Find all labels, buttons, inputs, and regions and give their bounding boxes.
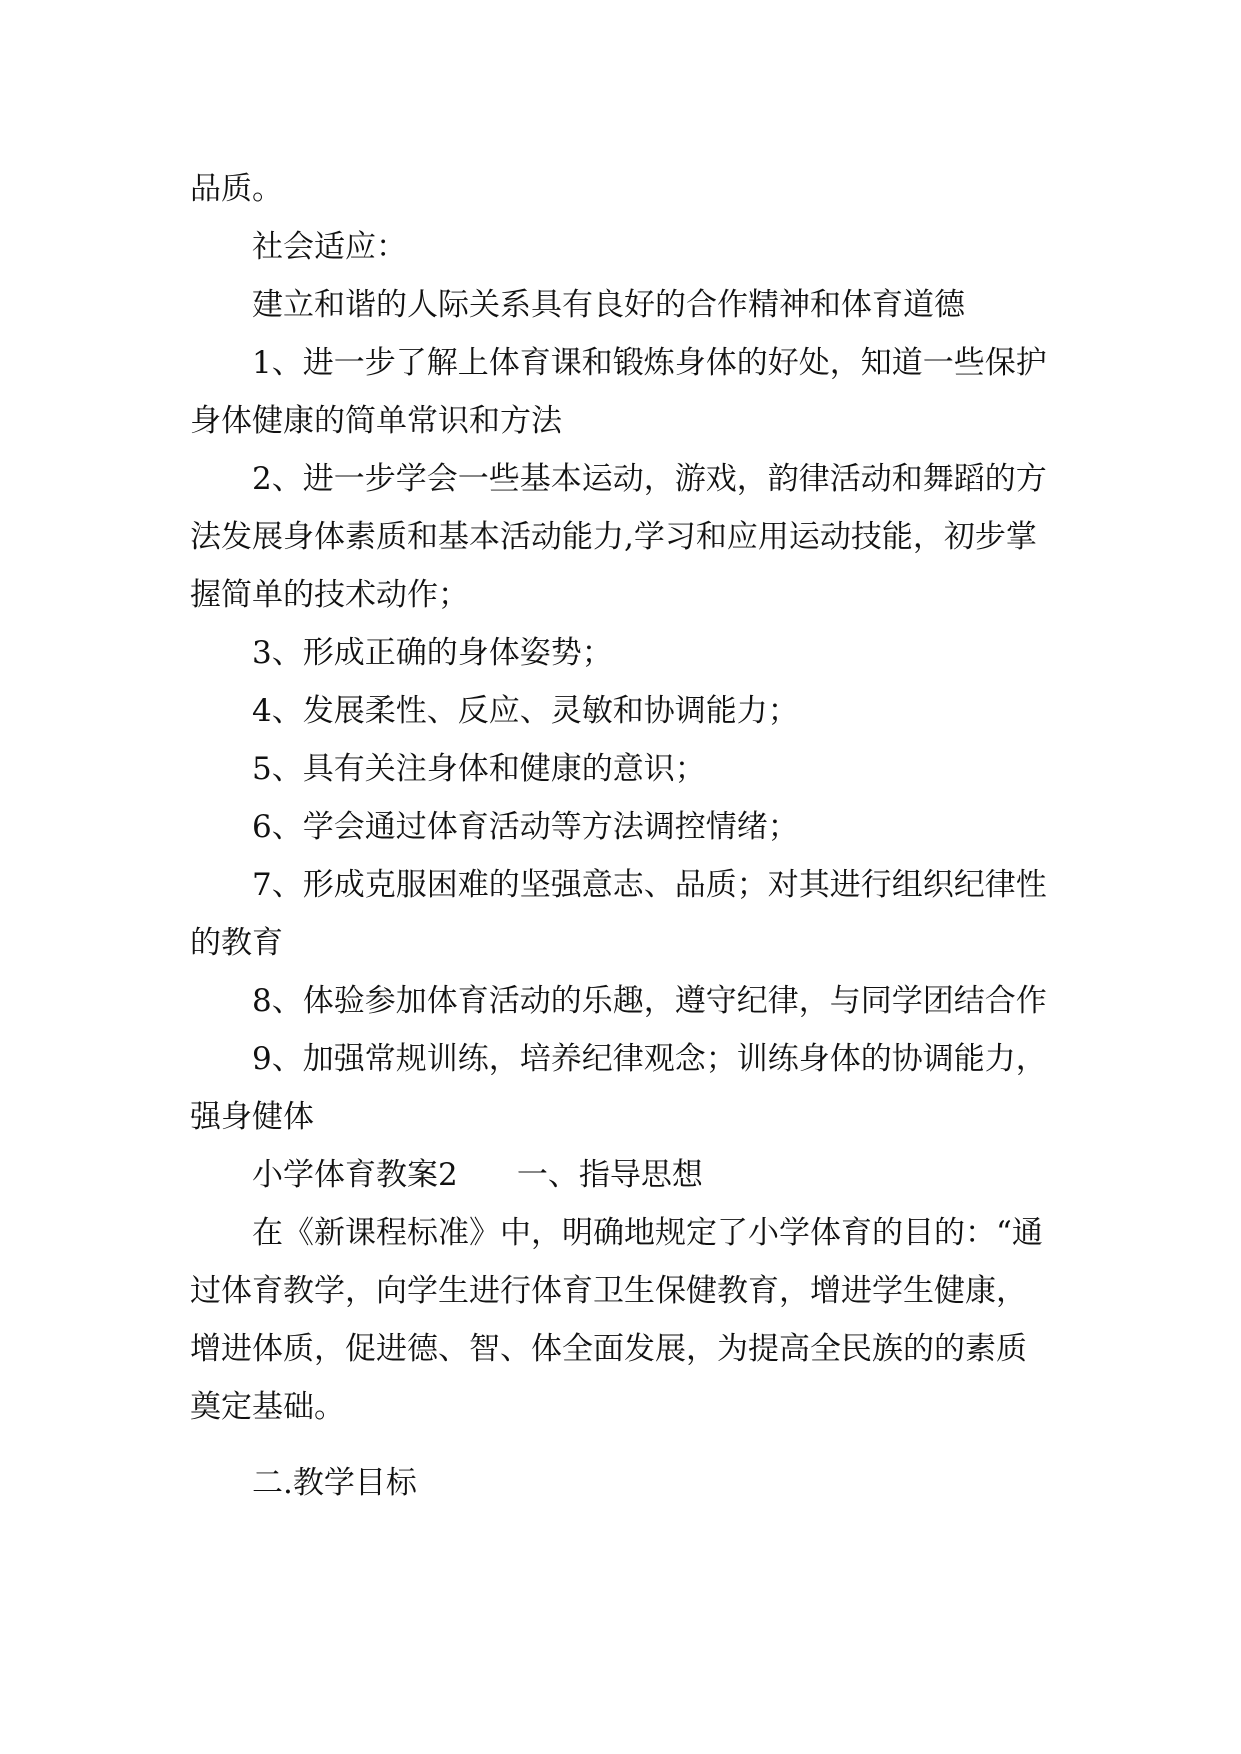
lesson-plan-heading: [190, 1146, 1050, 1204]
paragraph-quality-end: 品质。: [190, 171, 283, 207]
list-item-5: 5、具有关注身体和健康的意识；: [252, 751, 706, 787]
heading-spacer: [458, 1157, 517, 1193]
list-item-6: 6、学会通过体育活动等方法调控情绪；: [252, 809, 799, 845]
list-item-8: 8、体验参加体育活动的乐趣，遵守纪律，与同学团结合作: [252, 983, 1047, 1019]
guiding-ideology-heading: 一、指导思想: [516, 1157, 703, 1193]
list-item-2: 2、进一步学会一些基本运动，游戏，韵律活动和舞蹈的方法发展身体素质和基本活动能力,学习和应用运动技能，初步掌握简单的技术动作；: [190, 461, 1047, 613]
paragraph-curriculum-standard: 在《新课程标准》中，明确地规定了小学体育的目的：“通过体育教学，向学生进行体育卫生保健教育，增进学生健康，增进体质，促进德、智、体全面发展，为提高全民族的的素质奠定基础。: [190, 1215, 1043, 1425]
list-item-4: 4、发展柔性、反应、灵敏和协调能力；: [252, 693, 799, 729]
teaching-goals-heading: 二.教学目标: [252, 1465, 417, 1501]
list-item-1: 1、进一步了解上体育课和锻炼身体的好处，知道一些保护身体健康的简单常识和方法: [190, 345, 1047, 439]
list-item-9: 9、加强常规训练，培养纪律观念；训练身体的协调能力，强身健体: [190, 1041, 1047, 1135]
list-item-3: 3、形成正确的身体姿势；: [252, 635, 613, 671]
list-item-7: 7、形成克服困难的坚强意志、品质；对其进行组织纪律性的教育: [190, 867, 1047, 961]
paragraph-harmonious-relations: 建立和谐的人际关系具有良好的合作精神和体育道德: [252, 287, 965, 323]
document-body: [190, 160, 1050, 1512]
paragraph-social-adaptation: 社会适应：: [252, 229, 407, 265]
lesson-plan-title: 小学体育教案2: [252, 1157, 458, 1193]
